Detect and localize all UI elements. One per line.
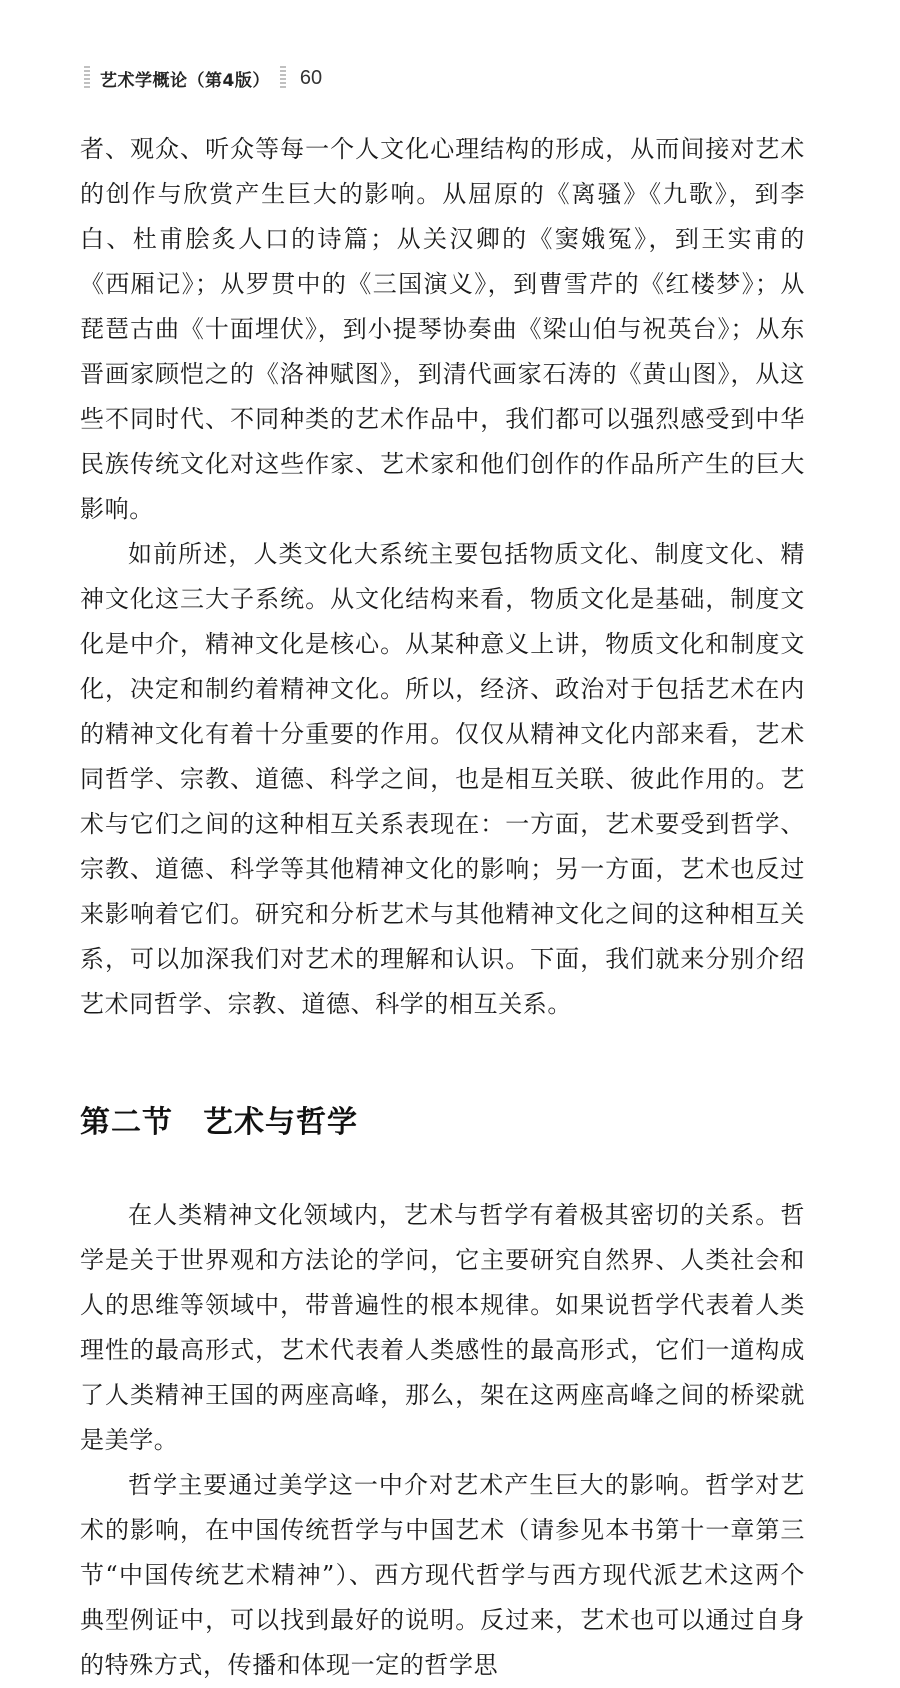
section-heading [80, 1103, 805, 1143]
paragraph-continued: 者、观众、听众等每一个人文化心理结构的形成，从而间接对艺术的创作与欣赏产生巨大的影响。从屈原的《离骚》《九歌》，到李白、杜甫脍炙人口的诗篇；从关汉卿的《窦娥冤》，到王实甫的《西厢记》；从罗贯中的《三国演义》，到曹雪芹的《红楼梦》；从琵琶古曲《十面埋伏》，到小提琴协奏曲《梁山伯与祝英台》；从东晋画家顾恺之的《洛神赋图》，到清代画家石涛的《黄山图》，从这些不同时代、不同种类的艺术作品中，我们都可以强烈感受到中华民族传统文化对这些作家、艺术家和他们创作的作品所产生的巨大影响。 [80, 135, 805, 523]
section-number: 第二节 [80, 1105, 173, 1140]
header-book-title: 艺术学概论（第4版） [100, 70, 270, 91]
running-header [84, 60, 322, 96]
paragraph: 如前所述，人类文化大系统主要包括物质文化、制度文化、精神文化这三大子系统。从文化结构来看，物质文化是基础，制度文化是中介，精神文化是核心。从某种意义上讲，物质文化和制度文化，决定和制约着精神文化。所以，经济、政治对于包括艺术在内的精神文化有着十分重要的作用。仅仅从精神文化内部来看，艺术同哲学、宗教、道德、科学之间，也是相互关联、彼此作用的。艺术与它们之间的这种相互关系表现在：一方面，艺术要受到哲学、宗教、道德、科学等其他精神文化的影响；另一方面，艺术也反过来影响着它们。研究和分析艺术与其他精神文化之间的这种相互关系，可以加深我们对艺术的理解和认识。下面，我们就来分别介绍艺术同哲学、宗教、道德、科学的相互关系。 [80, 540, 805, 1018]
page-body [80, 127, 805, 1688]
section-title: 艺术与哲学 [203, 1105, 358, 1140]
page-number: 60 [299, 66, 323, 89]
paragraph: 在人类精神文化领域内，艺术与哲学有着极其密切的关系。哲学是关于世界观和方法论的学问，它主要研究自然界、人类社会和人的思维等领域中，带普遍性的根本规律。如果说哲学代表着人类理性的最高形式，艺术代表着人类感性的最高形式，它们一道构成了人类精神王国的两座高峰，那么，架在这两座高峰之间的桥梁就是美学。 [80, 1201, 805, 1454]
paragraph: 哲学主要通过美学这一中介对艺术产生巨大的影响。哲学对艺术的影响，在中国传统哲学与中国艺术（请参见本书第十一章第三节“中国传统艺术精神”）、西方现代哲学与西方现代派艺术这两个典型例证中，可以找到最好的说明。反过来，艺术也可以通过自身的特殊方式，传播和体现一定的哲学思 [80, 1471, 805, 1679]
header-left-ornament [84, 66, 90, 90]
header-right-ornament [280, 66, 286, 90]
